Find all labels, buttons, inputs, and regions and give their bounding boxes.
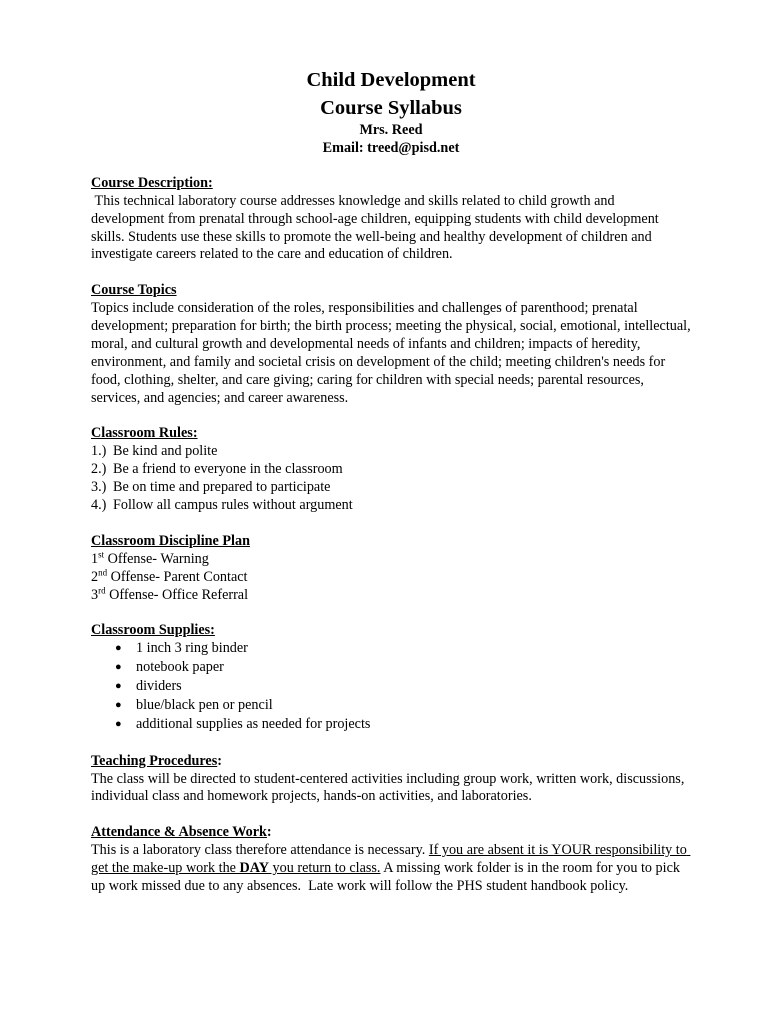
bullet-icon: ● — [115, 661, 122, 674]
attendance-section — [91, 824, 691, 896]
list-item — [91, 461, 691, 479]
bullet-icon: ● — [115, 642, 122, 655]
list-item — [91, 566, 691, 587]
course-description-heading: Course Description: — [91, 174, 213, 191]
supplies-list — [91, 640, 691, 734]
classroom-rules-section — [91, 425, 691, 515]
bullet-icon: ● — [115, 680, 122, 693]
ordinal-suffix: st — [98, 549, 105, 560]
attendance-return: you return to class. — [268, 860, 381, 877]
attendance-intro: This is a laboratory class therefore attendance is necessary. — [91, 842, 429, 859]
rule-text: Be on time and prepared to participate — [113, 479, 331, 496]
course-topics-section — [91, 282, 691, 407]
rule-number: 3.) — [91, 479, 107, 496]
discipline-plan-section — [91, 533, 691, 605]
classroom-supplies-heading: Classroom Supplies: — [91, 622, 215, 639]
teaching-procedures-section — [91, 753, 691, 807]
list-item — [91, 551, 691, 569]
course-topics-heading: Course Topics — [91, 282, 177, 299]
attendance-policy: A missing work folder is in the room for you to pick up work missed due to any absences. Late work will follow the PHS student handbook policy. — [91, 860, 684, 894]
rule-text: Be a friend to everyone in the classroom — [113, 461, 343, 478]
attendance-day: DAY — [239, 860, 269, 877]
classroom-supplies-section — [91, 622, 691, 734]
list-item — [115, 640, 691, 659]
course-topics-text: Topics include consideration of the roles, responsibilities and challenges of parenthood; prenatal development; preparation for birth; the birth process; meeting the physical, social, emotional, intellectual, moral, and cultural growth and developmental needs of infants and children; impacts of heredity, environment, and family and societal crisis on development of the child; meeting children's needs for food, clothing, shelter, and care giving; caring for children with special needs; parental resources, services, and agencies; and career awareness. — [91, 300, 691, 406]
rule-number: 1.) — [91, 443, 107, 460]
supply-text: blue/black pen or pencil — [136, 696, 273, 713]
list-item — [115, 697, 691, 716]
list-item — [91, 479, 691, 497]
document-subtitle: Course Syllabus — [320, 97, 462, 119]
list-item — [115, 659, 691, 678]
supply-text: additional supplies as needed for projects — [136, 715, 371, 732]
bullet-icon: ● — [115, 698, 122, 711]
bullet-icon: ● — [115, 717, 122, 730]
classroom-rules-heading: Classroom Rules: — [91, 425, 198, 442]
offense-number: 2 — [91, 568, 99, 585]
offense-text: Offense- Parent Contact — [107, 568, 248, 585]
supply-text: notebook paper — [136, 659, 224, 676]
attendance-responsibility: If you are absent it is YOUR responsibility to get the make-up work the — [91, 842, 691, 877]
course-description-section — [91, 175, 691, 265]
rule-text: Be kind and polite — [113, 443, 218, 460]
ordinal-suffix: nd — [98, 566, 108, 577]
supply-text: dividers — [136, 678, 182, 695]
offense-number: 3 — [91, 586, 99, 603]
syllabus-page — [91, 66, 691, 896]
rule-number: 2.) — [91, 461, 107, 478]
heading-colon: : — [217, 752, 222, 769]
attendance-heading: Attendance & Absence Work — [91, 824, 267, 841]
list-item — [115, 716, 691, 735]
ordinal-suffix: rd — [98, 584, 106, 595]
offense-text: Offense- Warning — [104, 550, 209, 567]
rules-list — [91, 443, 691, 515]
course-description-text: This technical laboratory course addresses knowledge and skills related to child growth and development from prenatal through school-age children, equipping students with child development skills. Students use these skills to promote the well-being and healthy development of children and investigate careers related to the care and education of children. — [91, 192, 663, 263]
discipline-plan-heading: Classroom Discipline Plan — [91, 532, 250, 549]
rule-text: Follow all campus rules without argument — [113, 497, 353, 514]
document-title: Child Development — [306, 69, 476, 91]
document-header — [91, 66, 691, 158]
attendance-text — [91, 842, 691, 896]
teaching-procedures-text: The class will be directed to student-centered activities including group work, written work, discussions, individual class and homework projects, hands-on activities, and laboratories. — [91, 770, 685, 805]
list-item — [115, 678, 691, 697]
teacher-email: Email: treed@pisd.net — [322, 139, 460, 156]
rule-number: 4.) — [91, 497, 107, 514]
heading-colon: : — [266, 824, 272, 841]
teacher-name: Mrs. Reed — [359, 122, 423, 138]
offense-text: Offense- Office Referral — [105, 586, 249, 603]
list-item — [91, 497, 691, 515]
list-item — [91, 443, 691, 461]
offense-number: 1 — [91, 550, 99, 567]
list-item — [91, 584, 691, 605]
supply-text: 1 inch 3 ring binder — [136, 640, 248, 657]
teaching-procedures-heading: Teaching Procedures — [91, 752, 218, 769]
